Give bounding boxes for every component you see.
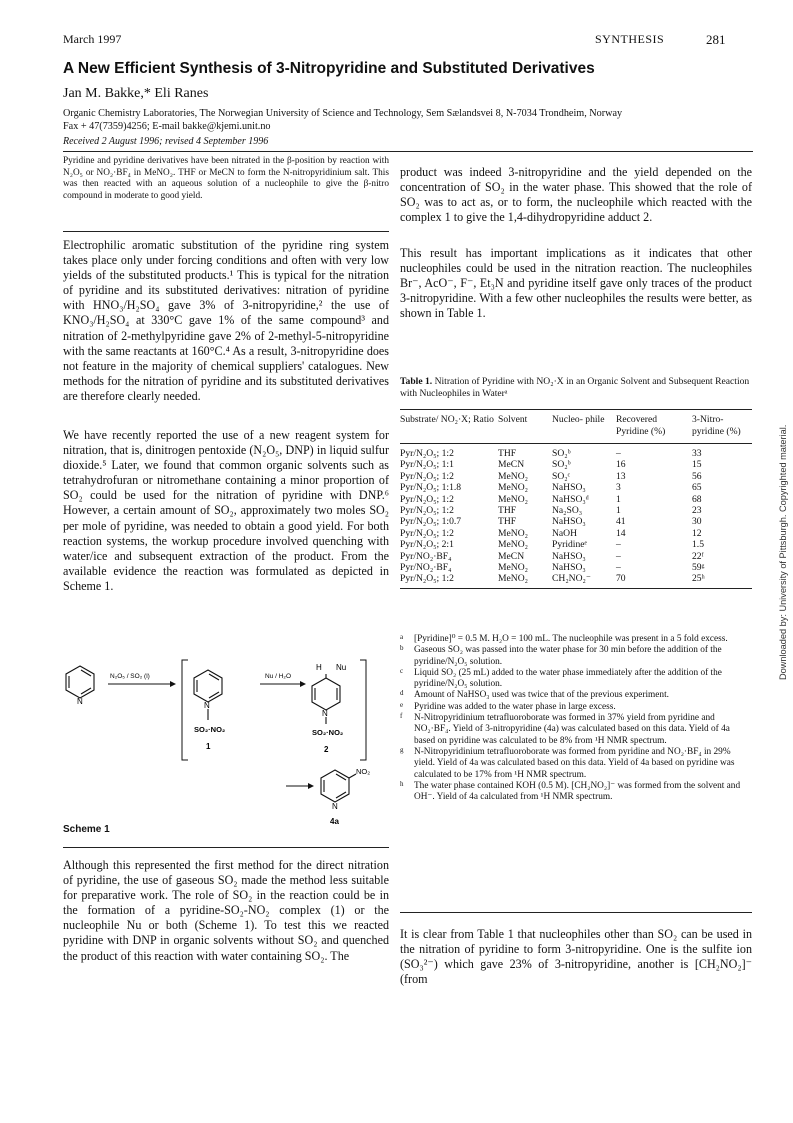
nitro-group-label: NO₂	[356, 767, 371, 776]
table-header-cell: Substrate/ NO₂·X; Ratio	[400, 410, 498, 444]
table-cell: 1	[616, 493, 621, 505]
footnote-mark: e	[400, 700, 404, 709]
table-cell: –	[616, 562, 621, 574]
footnote-text: The water phase contained KOH (0.5 M). [CH₂NO₂]⁻ was formed from the solvent and OH⁻. Yield of 4a calculated from ¹H NMR spectrum.	[414, 780, 741, 803]
table-footnote	[400, 645, 752, 668]
footnote-mark: h	[400, 779, 404, 788]
nitropyridine-n-label: N	[332, 802, 338, 811]
table-row	[400, 516, 752, 527]
table-cell: 41	[616, 516, 626, 528]
table-cell: MeNO₂	[498, 493, 528, 505]
table-cell: MeNO₂	[498, 470, 528, 482]
abstract-rule	[63, 231, 389, 232]
table-cell: NaHSO₃	[552, 516, 586, 528]
table-cell: SO₂ᵇ	[552, 448, 571, 459]
nitropyridine-structure	[321, 770, 356, 802]
scheme-label: Scheme 1	[63, 824, 110, 835]
table-cell: THF	[498, 448, 517, 459]
adduct-h-label: H	[316, 663, 322, 672]
table-cell: 68	[692, 493, 702, 505]
table-cell: –	[616, 550, 621, 562]
table-footnote	[400, 690, 752, 701]
table-body	[400, 444, 752, 589]
authors: Jan M. Bakke,* Eli Ranes	[63, 86, 209, 101]
compound-2-number: 2	[324, 745, 329, 754]
intro-paragraph-1: Electrophilic aromatic substitution of the pyridine ring system takes place only under forcing conditions and often with very low yields of the substituted products.¹ This is typical for the nitration of pyridine and its substituted derivatives: nitration of pyridine with HNO₃/H₂SO₄ gave 3% of 3-nitropyridine,² the use of KNO₃/H₂SO₄ at 330°C gave 1% of the same compound³ and nitration of 2-methylpyridine gave 2% of 2-methyl-5-nitropyridine with the same reactants at 160°C.⁴ As a result, 3-nitropyridine does not feature in the majority of chemical suppliers' catalogues. New methods for the nitration of pyridine and its substituted derivatives are therefore clearly needed.	[63, 238, 389, 403]
table-cell: –	[616, 448, 621, 459]
table-cell: 1	[616, 505, 621, 517]
results-paragraph-2: This result has important implications as it indicates that other nucleophiles could be used in the nitration reaction. The nucleophiles Br⁻, AcO⁻, F⁻, Et₃N and pyridine itself gave only traces of the product 3-nitropyridine. With a few other nucleophiles the results were better, as shown in Table 1.	[400, 246, 752, 321]
compound-4a-number: 4a	[330, 817, 339, 826]
table-cell: 14	[616, 527, 626, 539]
table-cell: Pyr/N₂O₅; 2:1	[400, 539, 454, 551]
article-title: A New Efficient Synthesis of 3-Nitropyridine and Substituted Derivatives	[63, 60, 595, 77]
table-cell: Pyr/N₂O₅; 1:0.7	[400, 516, 462, 528]
scheme-rule	[63, 847, 389, 848]
footnote-text: N-Nitropyridinium tetrafluoroborate was formed from pyridine and NO₂·BF₄ in 29% yield. Yield of 4a was calculated based on this data. Yield of 4a based on pyridine was calculated to be 17% from ¹H NMR spectrum.	[414, 746, 735, 780]
affiliation: Organic Chemistry Laboratories, The Norwegian University of Science and Technology, Sem Sælandsvei 8, N-7034 Trondheim, Norway	[63, 108, 623, 119]
table-cell: 13	[616, 470, 626, 482]
table-cell: CH₂NO₂⁻	[552, 573, 616, 588]
footnote-text: Pyridine was added to the water phase in large excess.	[414, 701, 616, 712]
table-cell: 16	[616, 459, 626, 471]
table-row	[400, 471, 752, 482]
adduct-substituent: SO₂·NO₂	[312, 728, 344, 737]
adduct-nu-label: Nu	[336, 663, 347, 672]
table-cell: Pyr/NO₂·BF₄	[400, 550, 452, 562]
footnote-mark: d	[400, 689, 404, 698]
footnote-text: Liquid SO₂ (25 mL) added to the water phase immediately after the addition of the pyridine/N₂O₅ solution.	[414, 667, 722, 690]
table-row	[400, 494, 752, 505]
table-cell: NaOH	[552, 527, 578, 539]
bracket-left	[182, 660, 188, 760]
table-cell: Pyr/N₂O₅; 1:2	[400, 470, 454, 482]
footnote-mark: c	[400, 666, 404, 675]
table-cell: Pyr/N₂O₅; 1:1	[400, 459, 454, 471]
download-notice: Downloaded by: University of Pittsburgh. Copyrighted material.	[778, 424, 788, 680]
footnote-end-rule	[400, 912, 752, 913]
reagent-1-label: N₂O₅ / SO₂ (l)	[110, 673, 150, 680]
table-cell: Pyr/NO₂·BF₄	[400, 562, 452, 574]
table-footnote	[400, 781, 752, 804]
affiliation-block	[63, 107, 763, 133]
table-header-cell: Recovered Pyridine (%)	[616, 410, 692, 444]
table-cell: Pyr/N₂O₅; 1:2	[400, 493, 454, 505]
table-footnotes	[400, 634, 752, 803]
table-footnote	[400, 747, 752, 781]
table-cell: THF	[498, 516, 517, 528]
table-header-cell: Solvent	[498, 410, 552, 444]
table-row	[400, 482, 752, 493]
results-paragraph-3: It is clear from Table 1 that nucleophiles other than SO₂ can be used in the nitration of pyridine to form 3-nitropyridine. One is the sulfite ion (SO₃²⁻) which gave 23% of 3-nitropyridine, another is [CH₂NO₂]⁻ (from	[400, 927, 752, 987]
header-page-number: 281	[706, 32, 726, 47]
table-cell: Pyr/N₂O₅; 1:2	[400, 448, 454, 459]
table-cell: 59ᵍ	[692, 562, 705, 574]
intro-paragraph-2: We have recently reported the use of a new reagent system for nitration, that is, dinitrogen pentoxide (N₂O₅, DNP) in liquid sulfur dioxide.⁵ Later, we found that common organic solvents such as tetrahydrofuran or nitromethane containing a minor proportion of SO₂ could be used for the nitration of pyridine with DNP.⁶ However, a certain amount of SO₂, approximately two moles SO₂ per mole of pyridine, was needed to obtain a good yield. For both reaction systems, the workup procedure involved quenching with water/ice and subsequent extraction of the product. From the available evidence the reaction was formulated as depicted in Scheme 1.	[63, 428, 389, 593]
table-caption-text: Nitration of Pyridine with NO₂·X in an Organic Solvent and Subsequent Reaction with Nucleophiles in Waterᵃ	[400, 376, 750, 399]
table-label: Table 1.	[400, 376, 433, 387]
table-header-cell: Nucleo- phile	[552, 410, 616, 444]
adduct-n-label: N	[322, 709, 328, 718]
table-cell: MeCN	[498, 459, 525, 471]
table-cell: Pyr/N₂O₅; 1:2	[400, 573, 498, 588]
table-cell: NaHSO₃ᵈ	[552, 493, 589, 505]
table-header-row	[400, 410, 752, 444]
table-cell: Pyr/N₂O₅; 1:2	[400, 505, 454, 517]
table-cell: 30	[692, 516, 702, 528]
received-date: Received 2 August 1996; revised 4 September 1996	[63, 136, 269, 147]
table-cell: Pyr/N₂O₅; 1:1.8	[400, 482, 462, 494]
table-footnote	[400, 668, 752, 691]
abstract: Pyridine and pyridine derivatives have been nitrated in the β-position by reaction with N₂O₅ or NO₂·BF₄ in MeNO₂. THF or MeCN to form the N-nitropyridinium salt. This was then reacted with an aqueous solution of a nucleophile to give the β-nitro compound in moderate to good yield.	[63, 156, 389, 201]
table-cell: 12	[692, 527, 702, 539]
table-row	[400, 459, 752, 470]
results-paragraph-1: product was indeed 3-nitropyridine and the yield depended on the concentration of SO₂ in the water phase. This showed that the role of SO₂ was to act as, or to form, the nucleophile which reacted with the complex 1 to give the 1,4-dihydropyridine adduct 2.	[400, 165, 752, 225]
pyridine-structure	[66, 666, 94, 698]
arrowhead-1	[170, 681, 176, 687]
table-cell: NaHSO₃	[552, 562, 586, 574]
table-cell: MeNO₂	[498, 482, 528, 494]
table-cell: SO₂ᶜ	[552, 470, 571, 482]
footnote-text: N-Nitropyridinium tetrafluoroborate was formed in 37% yield from pyridine and NO₂·BF₄. Yield of 3-nitropyridine (4a) was calculated based on this data. Yield of 4a based on pyridine was calculated to be 8% from ¹H NMR spectrum.	[414, 713, 730, 746]
table-cell: Pyr/N₂O₅; 1:2	[400, 527, 454, 539]
table-cell: 25ʰ	[692, 573, 752, 588]
reagent-2-label: Nu / H₂O	[265, 673, 291, 680]
arrowhead-2	[300, 681, 306, 687]
compound-1-number: 1	[206, 742, 211, 751]
table-cell: 15	[692, 459, 702, 471]
table-footnote	[400, 634, 752, 645]
footnote-mark: b	[400, 644, 404, 653]
table-cell: –	[616, 539, 621, 551]
table-cell: SO₂ᵇ	[552, 459, 571, 471]
table-row	[400, 573, 752, 588]
table-caption	[400, 376, 752, 400]
footnote-text: [Pyridine]⁰ = 0.5 M. H₂O = 100 mL. The nucleophile was present in a 5 fold excess.	[414, 634, 728, 644]
title-rule	[63, 151, 753, 152]
complex-1-substituent: SO₂·NO₂	[194, 725, 226, 734]
complex-1-n-label: N	[204, 701, 210, 710]
header-journal: SYNTHESIS	[595, 32, 665, 46]
table-row	[400, 505, 752, 516]
table-cell: 23	[692, 505, 702, 517]
complex-1-structure	[194, 670, 222, 720]
table-cell: 70	[616, 573, 692, 588]
table-cell: 22ᶠ	[692, 550, 704, 562]
table-cell: MeNO₂	[498, 573, 552, 588]
bracket-right	[360, 660, 366, 760]
table-cell: MeNO₂	[498, 562, 528, 574]
table-cell: NaHSO₃	[552, 482, 586, 494]
table-cell: 1.5	[692, 539, 704, 551]
contact: Fax + 47(7359)4256; E-mail bakke@kjemi.unit.no	[63, 121, 271, 132]
scheme-1-diagram	[60, 656, 395, 826]
header-date: March 1997	[63, 32, 122, 46]
table-cell: NaHSO₃	[552, 550, 586, 562]
table-1	[400, 410, 752, 589]
table-cell: 3	[616, 482, 621, 494]
table-cell: 56	[692, 470, 702, 482]
table-cell: 65	[692, 482, 702, 494]
arrowhead-3	[308, 783, 314, 789]
table-row	[400, 528, 752, 539]
table-row	[400, 444, 752, 460]
table-cell: MeNO₂	[498, 539, 528, 551]
discussion-paragraph-left: Although this represented the first method for the direct nitration of pyridine, the use of gaseous SO₂ made the method less suitable for preparative work. The role of SO₂ in the reaction could be in the formation of a pyridine-SO₂-NO₂ complex (1) or the nucleophile Nu or both (Scheme 1). To test this we reacted pyridine with DNP in organic solvents without SO₂ and quenched the product of this reaction with water containing SO₂. The	[63, 858, 389, 963]
table-cell: MeNO₂	[498, 527, 528, 539]
footnote-text: Amount of NaHSO₃ used was twice that of the previous experiment.	[414, 690, 669, 701]
table-row	[400, 539, 752, 550]
footnote-text: Gaseous SO₂ was passed into the water phase for 30 min before the addition of the pyridine/N₂O₅ solution.	[414, 645, 722, 667]
footnote-mark: f	[400, 712, 403, 721]
table-footnote	[400, 713, 752, 747]
table-cell: 33	[692, 448, 702, 459]
table-cell: Na₂SO₃	[552, 505, 583, 517]
table-cell: MeCN	[498, 550, 525, 562]
footnote-mark: a	[400, 633, 404, 641]
pyridine-n-label: N	[77, 697, 83, 706]
table-row	[400, 562, 752, 573]
table-row	[400, 551, 752, 562]
footnote-mark: g	[400, 745, 404, 754]
table-footnote	[400, 702, 752, 713]
table-header-cell: 3-Nitro- pyridine (%)	[692, 410, 752, 444]
table-cell: Pyridineᵉ	[552, 539, 587, 551]
table-cell: THF	[498, 505, 517, 517]
